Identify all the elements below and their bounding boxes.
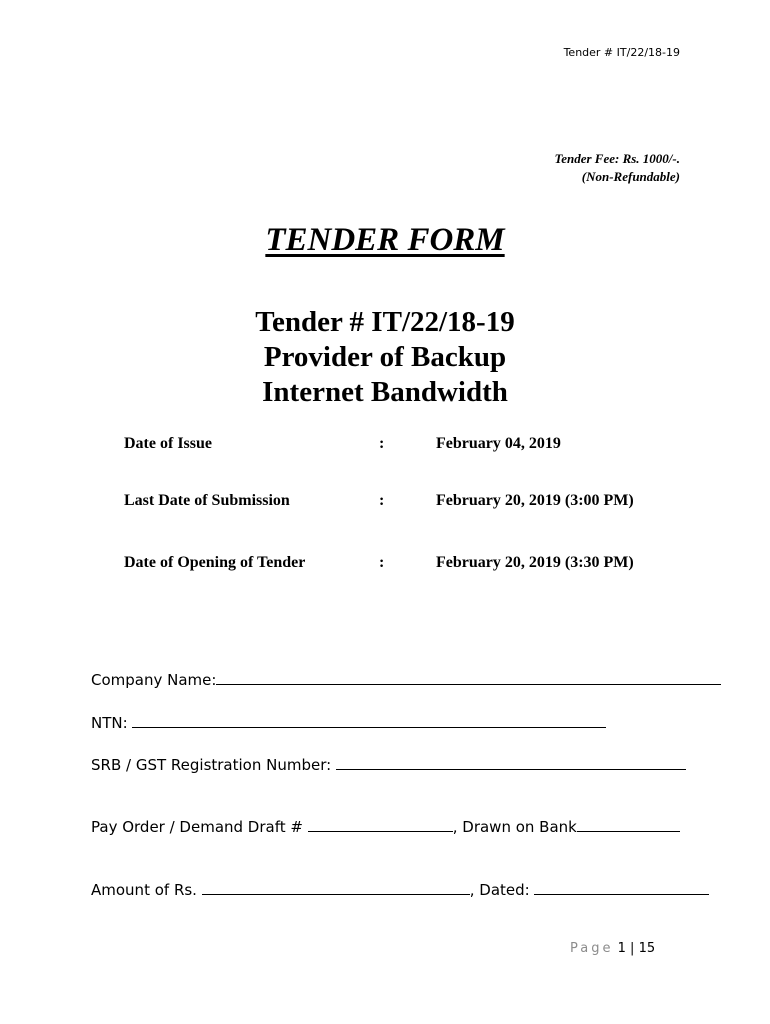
ntn-blank[interactable] (132, 713, 606, 728)
date-label: Date of Issue (124, 435, 212, 452)
date-value: February 20, 2019 (3:30 PM) (436, 554, 634, 571)
company-name-label: Company Name: (91, 671, 217, 689)
tender-number: Tender # IT/22/18-19 (255, 306, 515, 338)
ntn-field (91, 713, 606, 732)
dated-blank[interactable] (534, 880, 709, 895)
tender-fee-amount: Tender Fee: Rs. 1000/-. (554, 151, 680, 166)
amount-field (91, 880, 709, 899)
srb-gst-blank[interactable] (336, 755, 686, 770)
document-title: TENDER FORM (265, 222, 505, 258)
date-separator: : (379, 492, 385, 509)
date-value: February 04, 2019 (436, 435, 561, 452)
subtitle-line-2: Provider of Backup (263, 341, 507, 373)
tender-fee-note: (Non-Refundable) (581, 169, 680, 184)
page-label: Page (570, 941, 614, 956)
date-label: Date of Opening of Tender (124, 554, 306, 571)
amount-blank[interactable] (202, 880, 470, 895)
dated-label: , Dated: (469, 881, 530, 899)
subtitle-line-3: Internet Bandwidth (262, 376, 508, 408)
current-page: 1 (617, 941, 626, 956)
company-name-field (91, 670, 721, 689)
date-value: February 20, 2019 (3:00 PM) (436, 492, 634, 509)
date-label: Last Date of Submission (124, 492, 290, 509)
page-number (570, 941, 655, 956)
page-separator: | (630, 941, 635, 956)
srb-gst-label: SRB / GST Registration Number: (91, 756, 332, 774)
pay-order-label: Pay Order / Demand Draft # (91, 818, 303, 836)
company-name-blank[interactable] (216, 670, 721, 685)
date-separator: : (379, 554, 385, 571)
total-pages: 15 (638, 941, 656, 956)
drawn-on-bank-label: , Drawn on Bank (452, 818, 577, 836)
document-subtitle (0, 305, 770, 410)
tender-fee (554, 150, 680, 186)
bank-blank[interactable] (577, 817, 680, 832)
ntn-label: NTN: (91, 714, 128, 732)
pay-order-blank[interactable] (308, 817, 453, 832)
header-reference: Tender # IT/22/18-19 (563, 46, 680, 59)
amount-label: Amount of Rs. (91, 881, 197, 899)
srb-gst-field (91, 755, 686, 774)
date-separator: : (379, 435, 385, 452)
pay-order-field (91, 817, 680, 836)
